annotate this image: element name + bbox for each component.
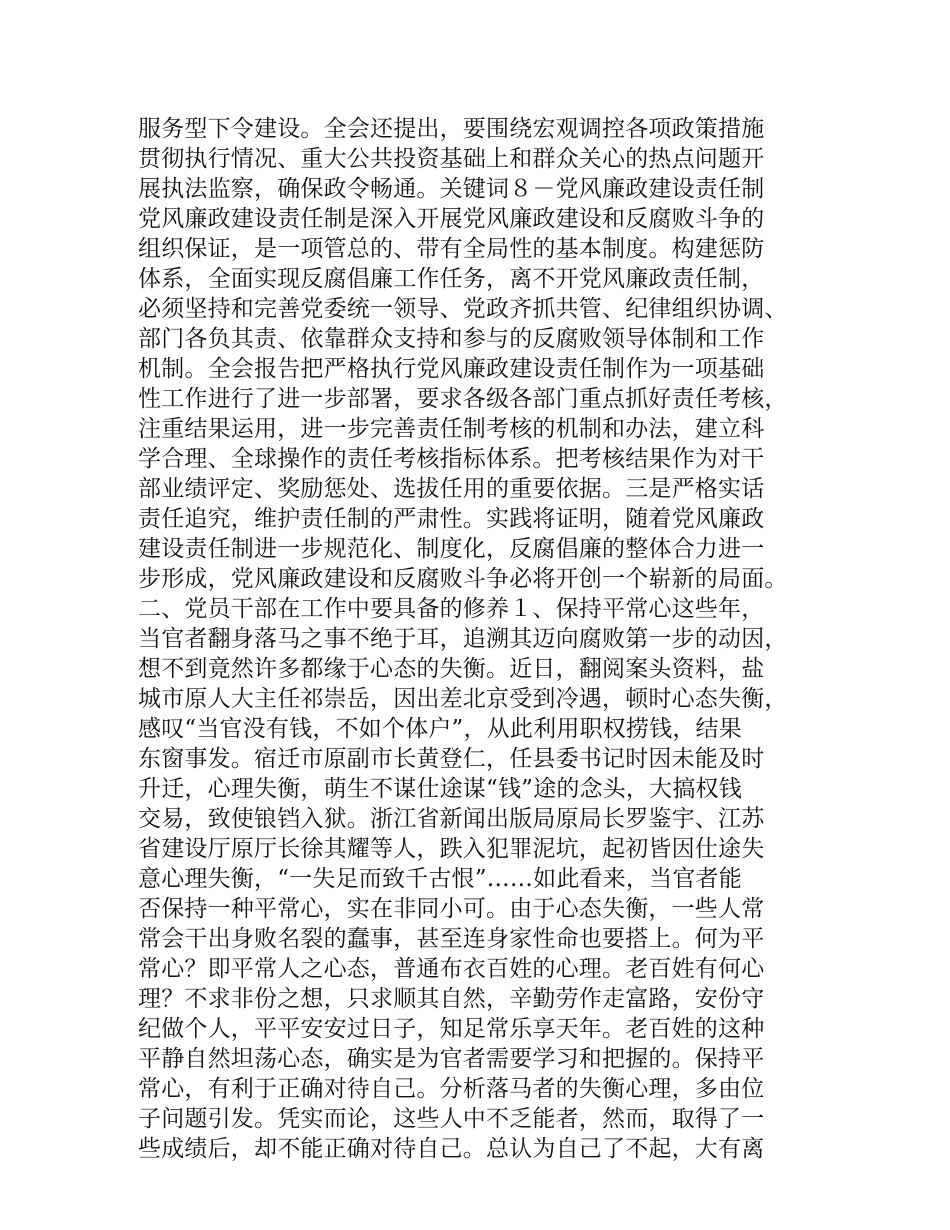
text-line: 二、党员干部在工作中要具备的修养１、保持平常心这些年， bbox=[138, 596, 765, 622]
text-line: 常心，有利于正确对待自己。分析落马者的失衡心理，多由位 bbox=[138, 1076, 765, 1102]
text-line: 当官者翻身落马之事不绝于耳，追溯其迈向腐败第一步的动因， bbox=[138, 626, 788, 652]
text-line: 注重结果运用，进一步完善责任制考核的机制和办法，建立科 bbox=[138, 416, 765, 442]
text-line: 组织保证，是一项管总的、带有全局性的基本制度。构建惩防 bbox=[138, 236, 765, 262]
text-line: 纪做个人，平平安安过日子，知足常乐享天年。老百姓的这种 bbox=[138, 1016, 765, 1042]
text-line: 理？不求非份之想，只求顺其自然，辛勤劳作走富路，安份守 bbox=[138, 986, 765, 1012]
text-line: 服务型下令建设。全会还提出，要围绕宏观调控各项政策措施 bbox=[138, 116, 765, 142]
text-line: 否保持一种平常心，实在非同小可。由于心态失衡，一些人常 bbox=[138, 896, 765, 922]
text-line: 些成绩后，却不能正确对待自己。总认为自己了不起，大有离 bbox=[138, 1136, 765, 1162]
text-line: 省建设厅原厅长徐其耀等人，跌入犯罪泥坑，起初皆因仕途失 bbox=[138, 836, 765, 862]
text-line: 感叹“当官没有钱，不如个体户”，从此利用职权捞钱，结果 bbox=[138, 716, 742, 742]
text-line: 常会干出身败名裂的蠢事，甚至连身家性命也要搭上。何为平 bbox=[138, 926, 765, 952]
body-text bbox=[138, 114, 828, 1164]
text-line: 性工作进行了进一步部署，要求各级各部门重点抓好责任考核， bbox=[138, 386, 788, 412]
text-line: 展执法监察，确保政令畅通。关键词８－党风廉政建设责任制 bbox=[138, 176, 765, 202]
text-line: 升迁，心理失衡，萌生不谋仕途谋“钱”途的念头，大搞权钱 bbox=[138, 776, 742, 802]
text-line: 建设责任制进一步规范化、制度化，反腐倡廉的整体合力进一 bbox=[138, 536, 765, 562]
text-line: 机制。全会报告把严格执行党风廉政建设责任制作为一项基础 bbox=[138, 356, 765, 382]
text-line: 想不到竟然许多都缘于心态的失衡。近日，翻阅案头资料，盐 bbox=[138, 656, 765, 682]
text-line: 党风廉政建设责任制是深入开展党风廉政建设和反腐败斗争的 bbox=[138, 206, 765, 232]
text-line: 部门各负其责、依靠群众支持和参与的反腐败领导体制和工作 bbox=[138, 326, 765, 352]
text-line: 意心理失衡，“一失足而致千古恨”……如此看来，当官者能 bbox=[138, 866, 742, 892]
text-line: 贯彻执行情况、重大公共投资基础上和群众关心的热点问题开 bbox=[138, 146, 765, 172]
text-line: 子问题引发。凭实而论，这些人中不乏能者，然而，取得了一 bbox=[138, 1106, 765, 1132]
text-line: 东窗事发。宿迁市原副市长黄登仁，任县委书记时因未能及时 bbox=[138, 746, 765, 772]
text-line: 必须坚持和完善党委统一领导、党政齐抓共管、纪律组织协调、 bbox=[138, 296, 788, 322]
text-line: 学合理、全球操作的责任考核指标体系。把考核结果作为对干 bbox=[138, 446, 765, 472]
text-line: 城市原人大主任祁崇岳，因出差北京受到冷遇，顿时心态失衡， bbox=[138, 686, 788, 712]
text-line: 部业绩评定、奖励惩处、选拔任用的重要依据。三是严格实话 bbox=[138, 476, 765, 502]
text-line: 常心？即平常人之心态，普通布衣百姓的心理。老百姓有何心 bbox=[138, 956, 765, 982]
text-line: 交易，致使锒铛入狱。浙江省新闻出版局原局长罗鉴宇、江苏 bbox=[138, 806, 765, 832]
text-line: 责任追究，维护责任制的严肃性。实践将证明，随着党风廉政 bbox=[138, 506, 765, 532]
text-line: 平静自然坦荡心态，确实是为官者需要学习和把握的。保持平 bbox=[138, 1046, 765, 1072]
text-line: 体系，全面实现反腐倡廉工作任务，离不开党风廉政责任制， bbox=[138, 266, 765, 292]
text-line: 步形成，党风廉政建设和反腐败斗争必将开创一个崭新的局面。 bbox=[138, 566, 788, 592]
